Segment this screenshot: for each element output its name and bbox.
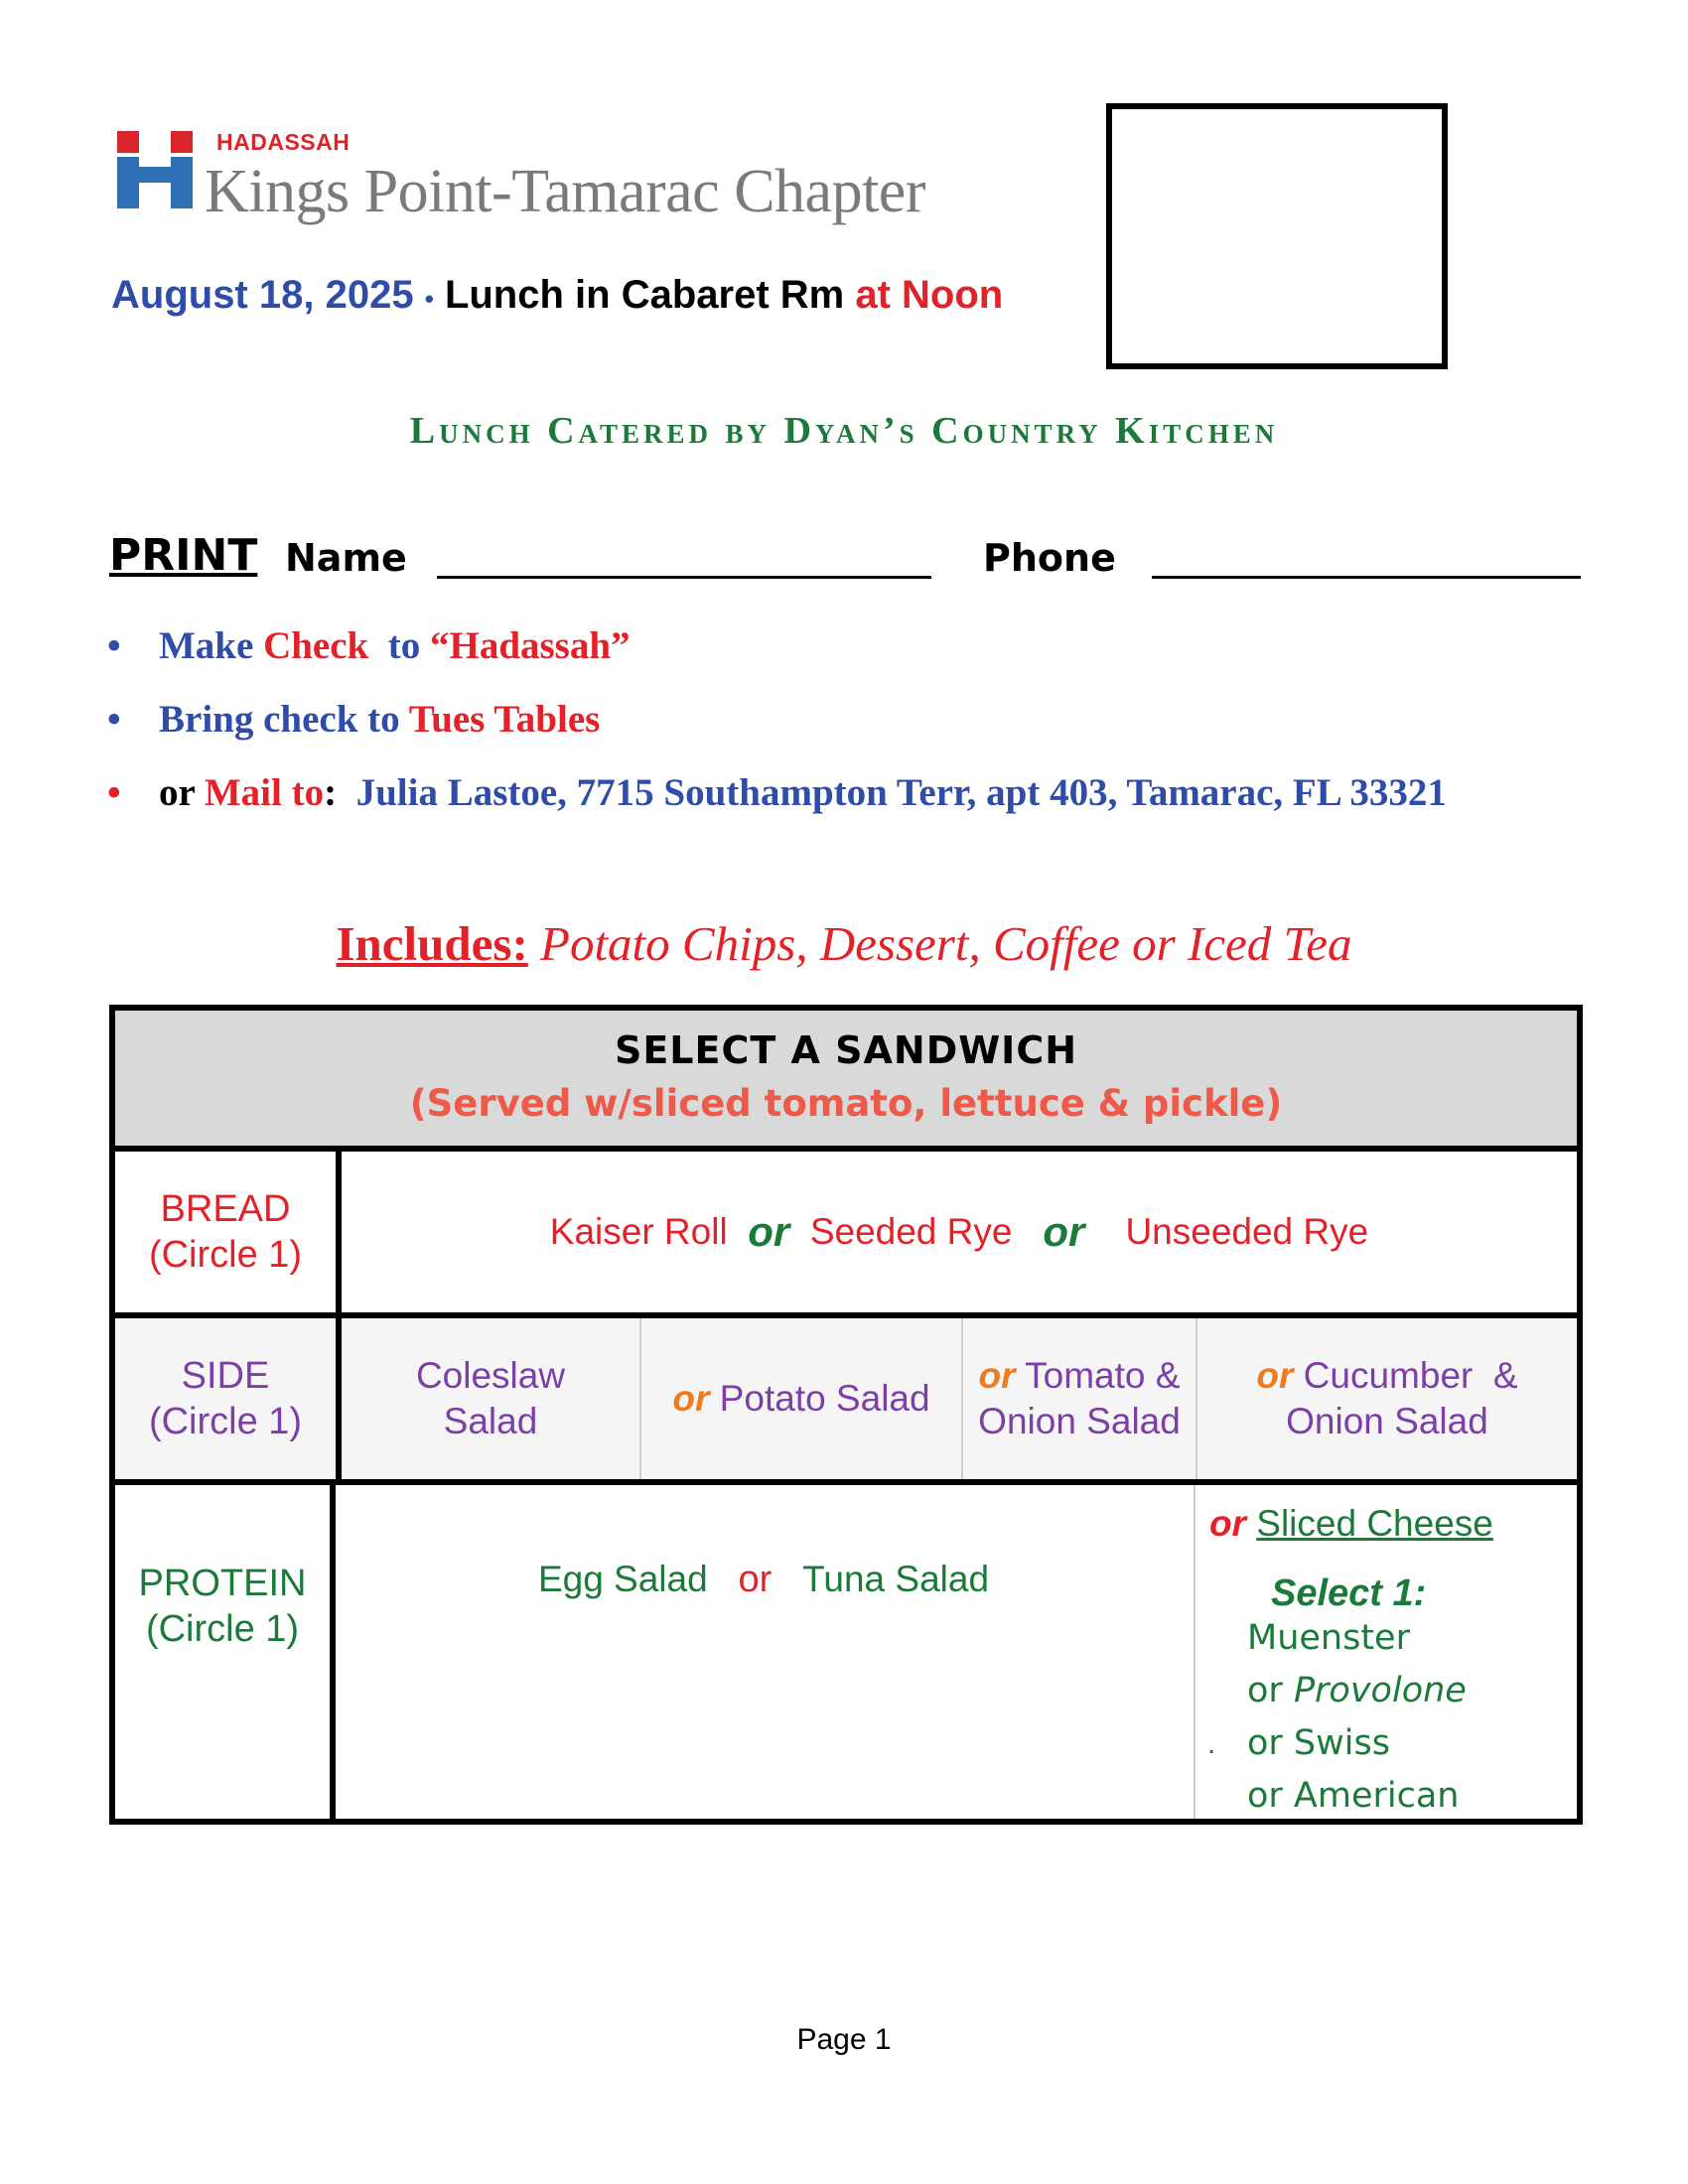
hadassah-logo-icon <box>117 127 199 212</box>
protein-option-sliced-cheese[interactable]: Sliced Cheese <box>1256 1503 1493 1544</box>
side-option-cucumber-onion[interactable] <box>1197 1318 1577 1479</box>
or-text: or <box>1256 1355 1294 1396</box>
or-text: or <box>1043 1208 1085 1255</box>
cheese-heading <box>1209 1503 1493 1545</box>
side-hint: (Circle 1) <box>148 1401 303 1442</box>
protein-options <box>342 1485 1186 1674</box>
bullet-emphasis: “Hadassah” <box>429 624 631 667</box>
table-row <box>115 1152 1577 1318</box>
caterer-heading: Lunch Catered by Dyan’s Country Kitchen <box>409 410 1279 452</box>
event-date: August 18, 2025 <box>111 273 414 317</box>
table-row <box>115 1318 1577 1485</box>
bullet-emphasis: Mail to <box>204 771 325 814</box>
bullet-icon: • <box>107 771 121 814</box>
or-text: or <box>748 1208 790 1255</box>
bullet-text: : <box>324 771 356 814</box>
side-option-text: Tomato & <box>1015 1355 1181 1396</box>
name-field[interactable] <box>437 576 931 579</box>
side-option-text: Salad <box>443 1401 538 1441</box>
menu-header <box>115 1011 1577 1152</box>
side-option-coleslaw[interactable] <box>342 1318 641 1479</box>
bullet-icon: • <box>107 624 121 667</box>
name-label: Name <box>285 536 407 580</box>
side-label-cell <box>115 1318 342 1479</box>
bullet-text: Make <box>159 624 264 667</box>
side-option-text: Potato Salad <box>709 1378 930 1419</box>
stray-dot: . <box>1207 1727 1216 1760</box>
side-label: SIDE <box>181 1355 270 1397</box>
protein-option-tuna-salad[interactable]: Tuna Salad <box>802 1559 990 1599</box>
photo-box <box>1106 103 1448 369</box>
select-one-label: Select 1: <box>1271 1572 1427 1614</box>
or-text: or <box>1247 1671 1294 1710</box>
print-label: PRINT <box>109 530 258 581</box>
cheese-option-american[interactable]: or American <box>1247 1776 1460 1816</box>
bread-options <box>342 1152 1577 1312</box>
page-number: Page 1 <box>796 2023 892 2056</box>
menu-subtitle: (Served w/sliced tomato, lettuce & pickle) <box>409 1082 1283 1125</box>
menu-title: SELECT A SANDWICH <box>614 1028 1078 1072</box>
or-text: or <box>1209 1503 1246 1544</box>
cheese-option-swiss[interactable]: or Swiss <box>1247 1723 1390 1763</box>
side-option-text: Coleslaw <box>415 1355 566 1396</box>
bullet-text: Bring check to <box>159 698 409 741</box>
side-option-text: Cucumber & <box>1293 1355 1518 1396</box>
cheese-name: Provolone <box>1293 1671 1467 1710</box>
bread-hint: (Circle 1) <box>148 1234 303 1276</box>
bread-option-unseeded-rye[interactable]: Unseeded Rye <box>1125 1211 1369 1252</box>
bullet-text: to <box>368 624 430 667</box>
includes-label: Includes: <box>336 916 528 971</box>
or-text: or <box>738 1559 773 1600</box>
cheese-option-muenster[interactable]: Muenster <box>1247 1618 1410 1658</box>
bullet-emphasis: Tues Tables <box>408 698 601 741</box>
phone-field[interactable] <box>1152 576 1581 579</box>
sandwich-menu-table <box>109 1005 1583 1825</box>
bread-option-seeded-rye[interactable]: Seeded Rye <box>809 1211 1013 1252</box>
protein-label-cell <box>115 1485 336 1819</box>
cheese-options-cell <box>1194 1485 1579 1819</box>
protein-option-egg-salad[interactable]: Egg Salad <box>537 1559 708 1599</box>
mailing-address: Julia Lastoe, 7715 Southampton Terr, apt 403, Tamarac, FL 33321 <box>355 771 1447 814</box>
protein-label: PROTEIN <box>138 1563 307 1604</box>
side-option-tomato-onion[interactable] <box>963 1318 1197 1479</box>
side-option-potato-salad[interactable] <box>641 1318 963 1479</box>
or-text: or <box>672 1378 710 1419</box>
cheese-option-provolone[interactable] <box>1247 1671 1467 1710</box>
includes-items: Potato Chips, Dessert, Coffee or Iced Tea <box>527 916 1352 971</box>
event-location: Lunch in Cabaret Rm <box>444 273 845 317</box>
logo-org-name: HADASSAH <box>216 129 351 155</box>
protein-hint: (Circle 1) <box>145 1608 300 1650</box>
includes-line <box>0 915 1688 972</box>
bullet-text: or <box>159 771 205 814</box>
phone-label: Phone <box>983 536 1116 580</box>
event-separator: • <box>424 284 434 314</box>
event-time: at Noon <box>855 273 1004 317</box>
event-line <box>111 273 1003 318</box>
logo-chapter-name: Kings Point-Tamarac Chapter <box>205 158 925 225</box>
bullet-icon: • <box>107 698 121 741</box>
bullet-emphasis: Check <box>263 624 369 667</box>
bread-label: BREAD <box>160 1188 291 1230</box>
bread-label-cell <box>115 1152 342 1312</box>
side-option-text: Onion Salad <box>1286 1401 1488 1441</box>
or-text: or <box>978 1355 1016 1396</box>
side-option-text: Onion Salad <box>978 1401 1181 1441</box>
bread-option-kaiser-roll[interactable]: Kaiser Roll <box>549 1211 728 1252</box>
table-row <box>115 1485 1577 1819</box>
